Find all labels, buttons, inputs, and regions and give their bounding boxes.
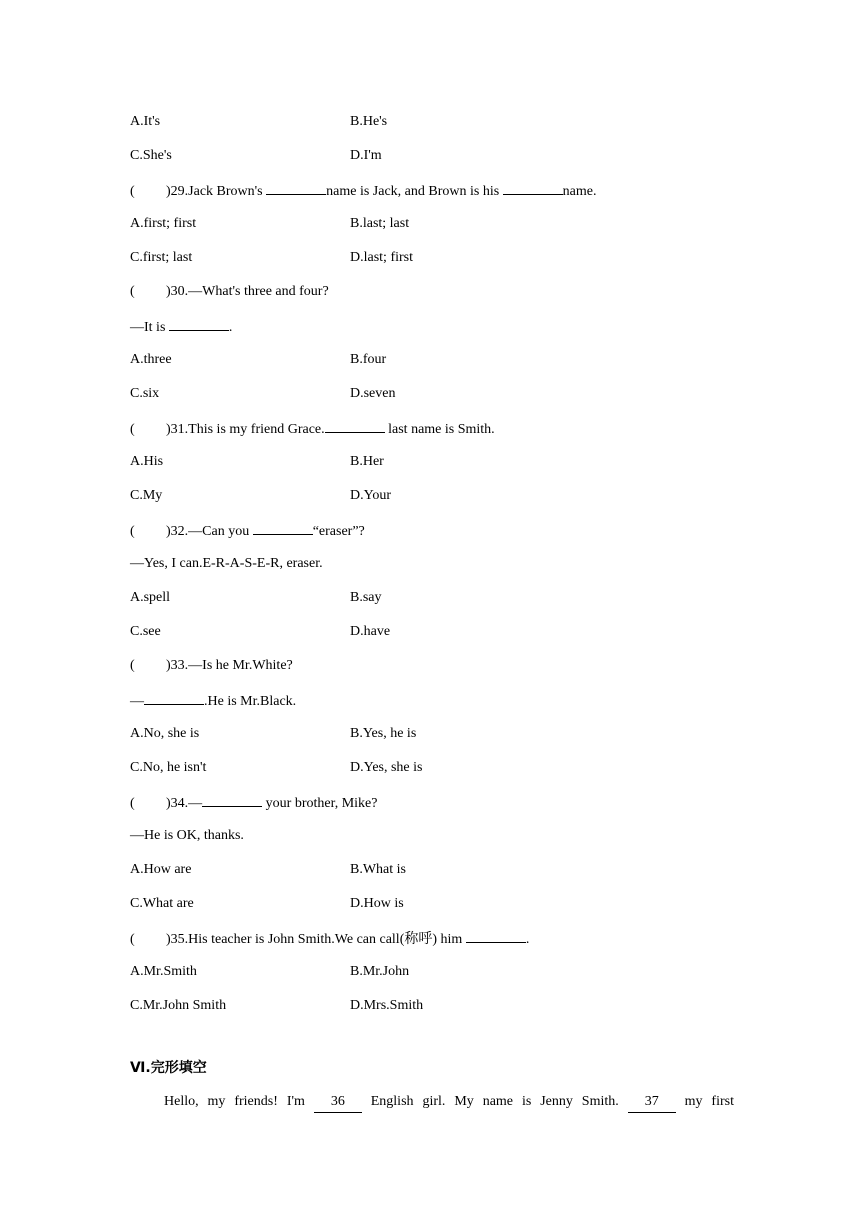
question-29 [130,180,596,200]
question-text: last name is Smith. [388,422,495,437]
question-32-line2 [130,554,323,574]
question-34-line2 [130,826,244,846]
option-row [130,588,382,608]
passage-word: English [370,1094,414,1109]
cloze-blank-37[interactable]: 37 [628,1092,676,1113]
answer-blank[interactable] [266,180,326,195]
answer-blank[interactable] [253,520,313,535]
question-30-line2 [130,316,232,336]
cloze-blank-36[interactable]: 36 [314,1092,362,1113]
option-d: D.have [350,624,391,639]
answer-blank[interactable] [202,792,262,807]
answer-paren[interactable]: ( [130,796,135,811]
option-row [130,350,387,370]
question-33-line2 [130,690,296,710]
option-row [130,758,423,778]
option-row [130,486,391,506]
passage-word: My [454,1094,474,1109]
option-c: C.She's [130,148,172,163]
question-text: )31.This is my friend Grace. [166,422,325,437]
option-d: D.Mrs.Smith [350,998,424,1013]
passage-word: my [207,1094,226,1109]
question-31 [130,418,495,438]
answer-blank[interactable] [503,180,563,195]
option-c: C.My [130,488,163,503]
answer-blank[interactable] [466,928,526,943]
passage-word: friends! [234,1094,278,1109]
passage-word: Jenny [540,1094,573,1109]
question-text: )35.His teacher is John Smith.We can call(称呼) him [166,932,463,947]
question-text: )34.— [166,796,203,811]
option-a: A.Mr.Smith [130,964,197,979]
answer-paren[interactable]: ( [130,422,135,437]
option-a: A.spell [130,590,171,605]
question-text: name. [562,184,597,199]
option-row [130,248,413,268]
option-b: B.last; last [350,216,410,231]
answer-blank[interactable] [144,690,204,705]
option-c: C.What are [130,896,194,911]
option-c: C.see [130,624,161,639]
question-33 [130,656,293,676]
question-35 [130,928,529,948]
passage-word: first [711,1094,734,1109]
passage-word: I'm [286,1094,305,1109]
answer-paren[interactable]: ( [130,284,135,299]
option-row [130,112,388,132]
option-b: B.Yes, he is [350,726,417,741]
option-a: A.It's [130,114,161,129]
option-d: D.Yes, she is [350,760,423,775]
option-a: A.How are [130,862,192,877]
question-text: —It is [130,320,166,335]
option-row [130,384,396,404]
question-text: name is Jack, and Brown is his [326,184,500,199]
question-text: )33.—Is he Mr.White? [166,658,293,673]
question-text: )32.—Can you [166,524,250,539]
option-d: D.Your [350,488,391,503]
option-d: D.How is [350,896,404,911]
question-text: —Yes, I can.E-R-A-S-E-R, eraser. [130,556,323,571]
section-title: Ⅵ.完形填空 [130,1060,207,1076]
option-c: C.first; last [130,250,193,265]
question-text: “eraser”? [312,524,365,539]
option-b: B.four [350,352,387,367]
option-row [130,860,406,880]
option-a: A.His [130,454,164,469]
option-c: C.six [130,386,160,401]
question-34 [130,792,377,812]
passage-word: Smith. [581,1094,619,1109]
option-c: C.Mr.John Smith [130,998,227,1013]
answer-paren[interactable]: ( [130,524,135,539]
question-32 [130,520,365,540]
question-text: your brother, Mike? [265,796,378,811]
passage-word: my [684,1094,703,1109]
option-row [130,214,410,234]
option-row [130,146,382,166]
question-text: —He is OK, thanks. [130,828,244,843]
passage-word: Hello, [164,1094,199,1109]
question-text: .He is Mr.Black. [204,694,297,709]
option-b: B.say [350,590,382,605]
option-b: B.Her [350,454,384,469]
option-d: D.seven [350,386,396,401]
passage-word: girl. [422,1094,446,1109]
option-c: C.No, he isn't [130,760,207,775]
option-row [130,996,424,1016]
answer-paren[interactable]: ( [130,658,135,673]
question-text: )29.Jack Brown's [166,184,263,199]
passage-word: is [521,1094,532,1109]
question-text: — [130,694,144,709]
answer-paren[interactable]: ( [130,184,135,199]
answer-paren[interactable]: ( [130,932,135,947]
option-a: A.first; first [130,216,197,231]
option-d: D.last; first [350,250,413,265]
option-d: D.I'm [350,148,382,163]
question-text: )30.—What's three and four? [166,284,329,299]
option-row [130,452,384,472]
option-a: A.No, she is [130,726,200,741]
option-row [130,622,391,642]
option-b: B.Mr.John [350,964,410,979]
passage-word: name [482,1094,514,1109]
option-b: B.What is [350,862,406,877]
option-row [130,724,417,744]
question-text: . [525,932,530,947]
cloze-passage-line [164,1092,734,1113]
question-30 [130,282,329,302]
option-a: A.three [130,352,172,367]
option-row [130,962,410,982]
answer-blank[interactable] [325,418,385,433]
option-b: B.He's [350,114,388,129]
option-row [130,894,404,914]
question-text: . [228,320,233,335]
answer-blank[interactable] [169,316,229,331]
